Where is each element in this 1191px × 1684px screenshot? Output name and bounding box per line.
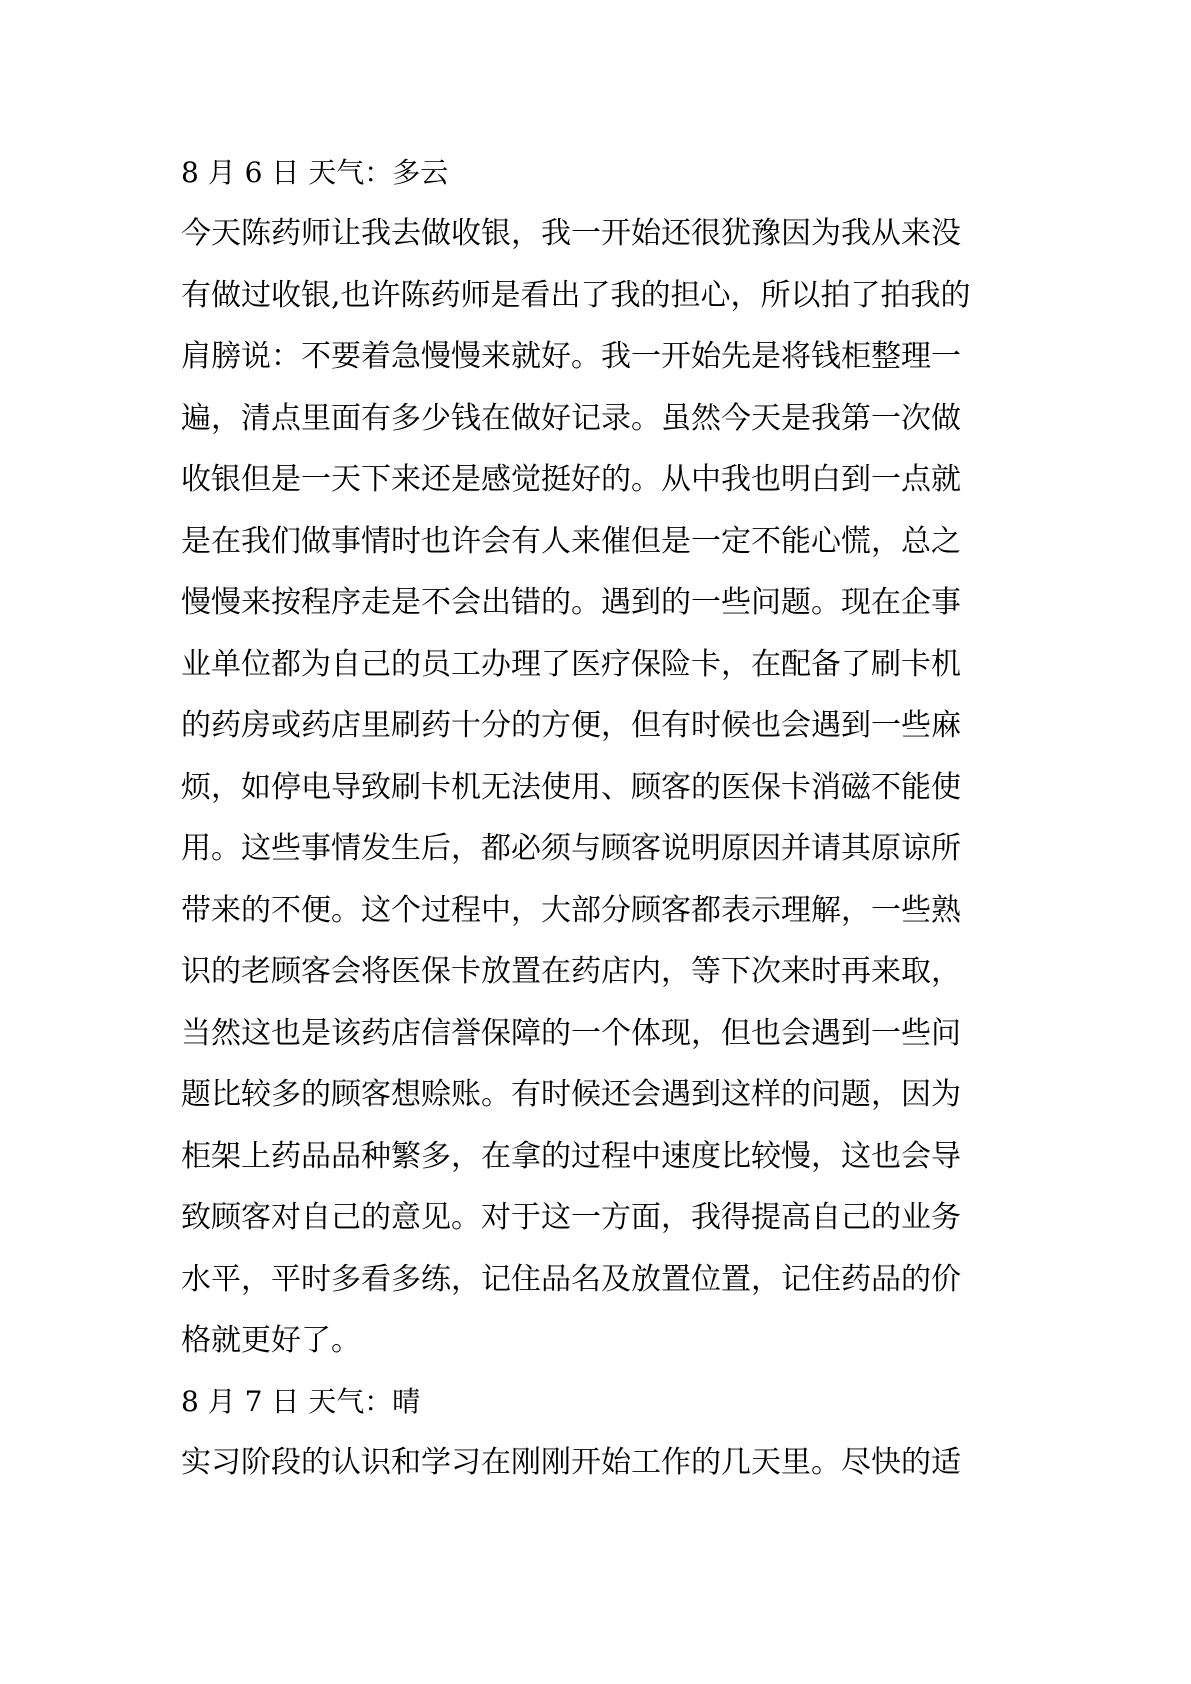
paragraph-line: 题比较多的顾客想赊账。有时候还会遇到这样的问题，因为 (181, 1077, 961, 1112)
paragraph-line: 慢慢来按程序走是不会出错的。遇到的一些问题。现在企事 (181, 585, 961, 620)
paragraph-line: 致顾客对自己的意见。对于这一方面，我得提高自己的业务 (181, 1200, 961, 1235)
paragraph-line: 实习阶段的认识和学习在刚刚开始工作的几天里。尽快的适 (181, 1444, 961, 1480)
paragraph-line: 烦，如停电导致刷卡机无法使用、顾客的医保卡消磁不能使 (181, 769, 961, 805)
paragraph-line: 带来的不便。这个过程中，大部分顾客都表示理解，一些熟 (181, 892, 961, 928)
paragraph-line: 是在我们做事情时也许会有人来催但是一定不能心慌，总之 (181, 523, 961, 559)
paragraph-line: 当然这也是该药店信誉保障的一个体现，但也会遇到一些问 (181, 1015, 961, 1051)
paragraph-line: 今天陈药师让我去做收银，我一开始还很犹豫因为我从来没 (181, 216, 961, 251)
paragraph-line: 柜架上药品品种繁多，在拿的过程中速度比较慢，这也会导 (181, 1138, 961, 1174)
document-body (181, 143, 1021, 1493)
paragraph-line: 收银但是一天下来还是感觉挺好的。从中我也明白到一点就 (181, 462, 961, 497)
paragraph-line: 格就更好了。 (181, 1323, 361, 1358)
paragraph-line: 的药房或药店里刷药十分的方便，但有时候也会遇到一些麻 (181, 708, 961, 743)
paragraph-line: 业单位都为自己的员工办理了医疗保险卡，在配备了刷卡机 (181, 646, 961, 682)
entry-heading: 8 月 7 日 天气：晴 (181, 1384, 421, 1418)
paragraph-line: 有做过收银,也许陈药师是看出了我的担心，所以拍了拍我的 (181, 277, 971, 313)
paragraph-line: 肩膀说：不要着急慢慢来就好。我一开始先是将钱柜整理一 (181, 339, 961, 374)
entry-paragraph (181, 1432, 1021, 1494)
entry-heading: 8 月 6 日 天气：多云 (181, 156, 449, 189)
paragraph-line: 水平，平时多看多练，记住品名及放置位置，记住药品的价 (181, 1261, 961, 1297)
paragraph-line: 遍，清点里面有多少钱在做好记录。虽然今天是我第一次做 (181, 400, 961, 436)
paragraph-line: 用。这些事情发生后，都必须与顾客说明原因并请其原谅所 (181, 831, 961, 866)
entry-paragraph (181, 203, 1021, 1372)
paragraph-line: 识的老顾客会将医保卡放置在药店内，等下次来时再来取， (181, 954, 961, 989)
